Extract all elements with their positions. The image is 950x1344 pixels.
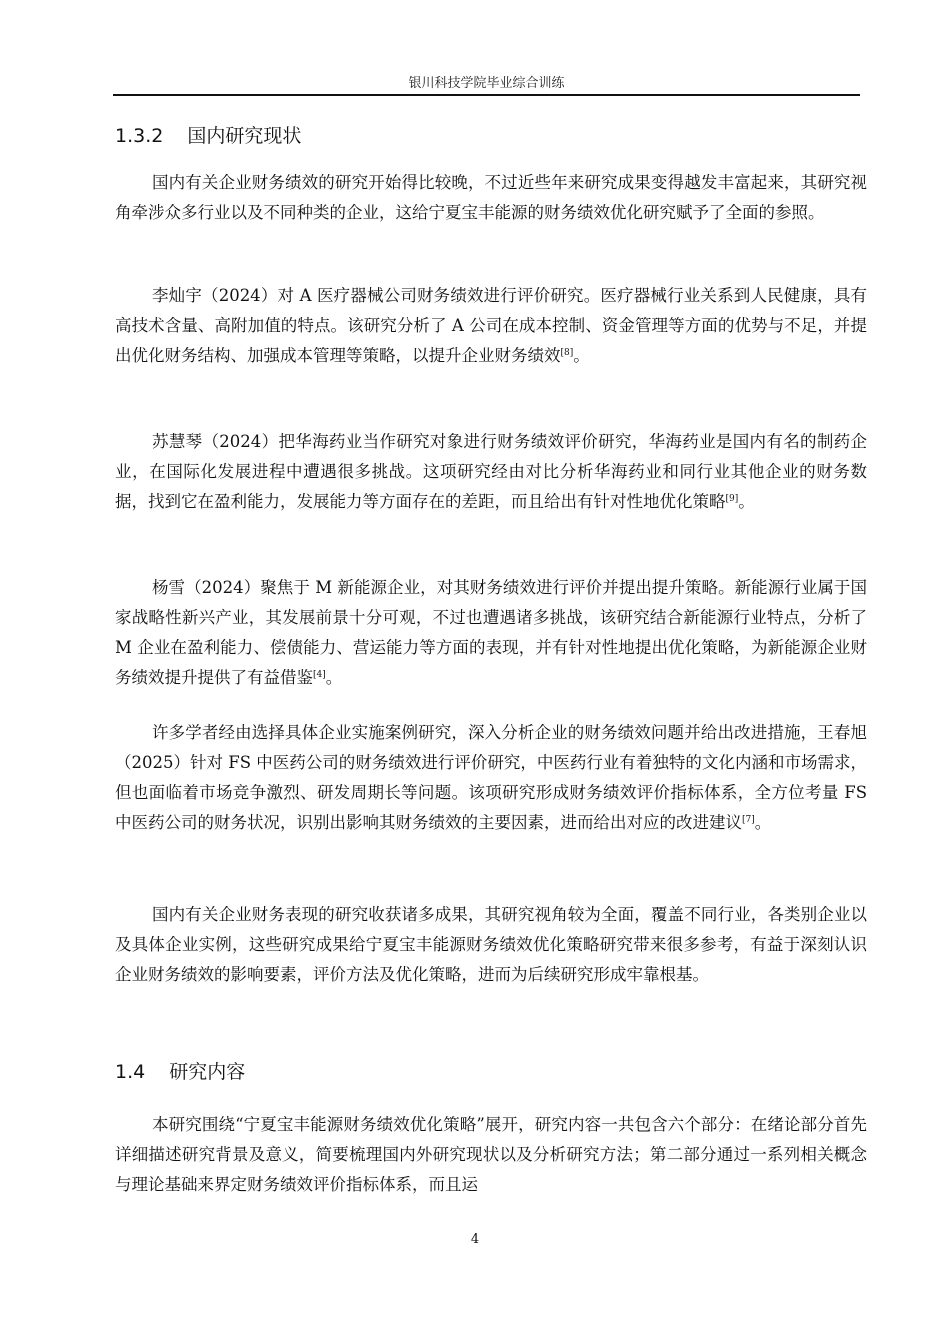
section-title: 研究内容 — [169, 1061, 246, 1083]
section-heading-1-3-2 — [115, 121, 301, 148]
page-header: 银川科技学院毕业综合训练 — [408, 76, 565, 91]
section-number: 1.3.2 — [115, 125, 164, 147]
section-title: 国内研究现状 — [187, 125, 302, 147]
paragraph-li-canyu: 李灿宇（2024）对 A 医疗器械公司财务绩效进行评价研究。医疗器械行业关系到人民健康，具有高技术含量、高附加值的特点。该研究分析了 A 公司在成本控制、资金管理等方面的优势与不足，并提出优化财务结构、加强成本管理等策略，以提升企业财务绩效[8]。 — [115, 286, 867, 365]
paragraph-intro: 国内有关企业财务绩效的研究开始得比较晚，不过近些年来研究成果变得越发丰富起来，其研究视角牵涉众多行业以及不同种类的企业，这给宁夏宝丰能源的财务绩效优化研究赋予了全面的参照。 — [115, 173, 867, 222]
citation-ref: [7] — [742, 815, 755, 825]
section-heading-1-4 — [115, 1057, 245, 1084]
header-divider — [113, 94, 860, 96]
paragraph-su-huiqin: 苏慧琴（2024）把华海药业当作研究对象进行财务绩效评价研究，华海药业是国内有名的制药企业，在国际化发展进程中遭遇很多挑战。这项研究经由对比分析华海药业和同行业其他企业的财务数据，找到它在盈利能力，发展能力等方面存在的差距，而且给出有针对性地优化策略[9]。 — [115, 432, 867, 511]
citation-ref: [4] — [313, 670, 326, 680]
paragraph-yang-xue: 杨雪（2024）聚焦于 M 新能源企业，对其财务绩效进行评价并提出提升策略。新能源行业属于国家战略性新兴产业，其发展前景十分可观，不过也遭遇诸多挑战，该研究结合新能源行业特点，分析了 M 企业在盈利能力、偿债能力、营运能力等方面的表现，并有针对性地提出优化策略，为新能源企业财务绩效提升提供了有益借鉴[4]。 — [115, 578, 867, 687]
paragraph-wang-chunxu: 许多学者经由选择具体企业实施案例研究，深入分析企业的财务绩效问题并给出改进措施，王春旭（2025）针对 FS 中医药公司的财务绩效进行评价研究，中医药行业有着独特的文化内涵和市场需求，但也面临着市场竞争激烈、研发周期长等问题。该项研究形成财务绩效评价指标体系，全方位考量 FS 中医药公司的财务状况，识别出影响其财务绩效的主要因素，进而给出对应的改进建议[7]。 — [115, 723, 867, 832]
citation-ref: [8] — [560, 348, 574, 358]
citation-ref: [9] — [725, 494, 739, 504]
paragraph-research-content: 本研究围绕“宁夏宝丰能源财务绩效优化策略”展开，研究内容一共包含六个部分：在绪论部分首先详细描述研究背景及意义，简要梳理国内外研究现状以及分析研究方法；第二部分通过一系列相关概念与理论基础来界定财务绩效评价指标体系，而且运 — [115, 1115, 867, 1194]
page-number: 4 — [470, 1232, 480, 1247]
paragraph-summary: 国内有关企业财务表现的研究收获诸多成果，其研究视角较为全面，覆盖不同行业，各类别企业以及具体企业实例，这些研究成果给宁夏宝丰能源财务绩效优化策略研究带来很多参考，有益于深刻认识企业财务绩效的影响要素，评价方法及优化策略，进而为后续研究形成牢靠根基。 — [115, 905, 867, 984]
section-number: 1.4 — [115, 1061, 146, 1083]
